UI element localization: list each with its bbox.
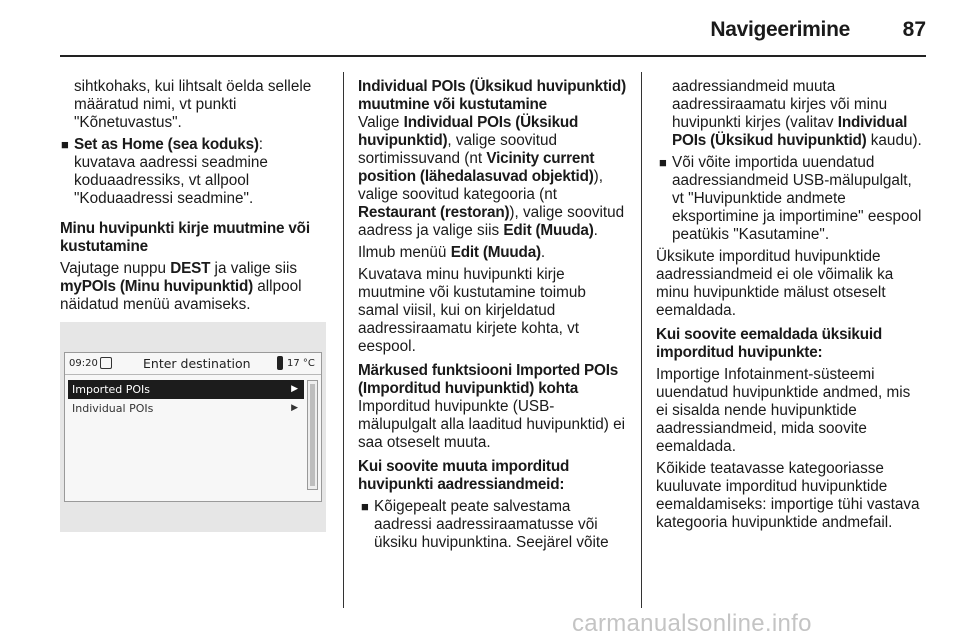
text-run: Vajutage nuppu bbox=[60, 260, 171, 277]
menu-item-label: Imported POIs bbox=[72, 383, 151, 396]
text-run: kaudu). bbox=[866, 132, 922, 149]
bullet-text: kuvatava aadressi seadmine koduaadressiks, vt allpool "Koduaadressi seadmine". bbox=[74, 154, 268, 207]
paragraph: Kõikide teatavasse kategooriasse kuuluvate imporditud huvipunktide eemaldamiseks: importige tühi vastava kategooria huvipunktide andmefail. bbox=[656, 460, 920, 531]
screen-photo bbox=[60, 322, 326, 532]
text-run: . bbox=[593, 222, 598, 239]
back-icon[interactable] bbox=[100, 357, 112, 369]
option-label: Vicinity current position (lähedalasuvad objektid) bbox=[358, 150, 595, 185]
paragraph: Imporditud huvipunkte (USB-mälupulgalt alla laaditud huvipunktid) ei saa otseselt muuta. bbox=[358, 398, 626, 451]
bullet-text: Või võite importida uuendatud aadressiandmeid USB-mälupulgalt, vt "Huvipunktide andmete eksportimine ja importimine" eespool peatükis "Kasutamine". bbox=[672, 154, 922, 243]
column-2 bbox=[358, 78, 630, 552]
bullet-item bbox=[656, 154, 926, 244]
text-run: allpool näidatud menüü avamiseks. bbox=[60, 278, 302, 313]
watermark: carmanualsonline.info bbox=[572, 610, 812, 637]
dest-key-label: DEST bbox=[170, 260, 211, 277]
column-divider-1 bbox=[343, 72, 344, 608]
paragraph bbox=[60, 260, 332, 314]
scrollbar-thumb[interactable] bbox=[310, 384, 315, 486]
status-bar bbox=[65, 353, 321, 375]
arrow-right-icon: ▶ bbox=[291, 403, 298, 413]
bullet-square-icon: ■ bbox=[659, 155, 667, 170]
bullet-text: Kõigepealt peate salvestama aadressi aadressiraamatusse või üksiku huvipunktina. Seejärel võite bbox=[374, 498, 609, 551]
text-run: , valige soovitud sortimissuvand (nt bbox=[358, 132, 558, 167]
text-run: Valige bbox=[358, 114, 404, 131]
paragraph bbox=[358, 114, 630, 240]
text-run: . bbox=[540, 244, 546, 261]
text-run: ja valige siis bbox=[210, 260, 298, 277]
clock: 09:20 bbox=[69, 358, 98, 369]
header-divider bbox=[60, 55, 926, 57]
temperature: 17 °C bbox=[287, 358, 315, 369]
option-label: Edit (Muuda) bbox=[503, 222, 594, 239]
column-1 bbox=[60, 78, 332, 314]
text-run: Ilmub menüü bbox=[358, 244, 451, 261]
page-number: 87 bbox=[902, 18, 926, 41]
scrollbar[interactable] bbox=[307, 380, 318, 490]
option-label: Individual POIs (Üksikud huvipunktid) bbox=[358, 114, 579, 149]
section-heading: Märkused funktsiooni Imported POIs (Imporditud huvipunktid) kohta bbox=[358, 362, 619, 397]
arrow-right-icon: ▶ bbox=[291, 384, 298, 394]
text-run: aadressiandmeid muuta aadressiraamatu kirjes või minu huvipunkti kirjes (valitav bbox=[672, 78, 888, 131]
display-screen bbox=[64, 352, 322, 502]
menu-item-label: Individual POIs bbox=[72, 402, 154, 415]
bullet-square-icon: ■ bbox=[361, 499, 369, 514]
option-label: Individual POIs (Üksikud huvipunktid) bbox=[672, 114, 908, 149]
option-label: Set as Home (sea koduks) bbox=[74, 136, 259, 153]
menu-item-individual-pois[interactable] bbox=[68, 399, 304, 418]
paragraph bbox=[358, 244, 630, 262]
screen-title: Enter destination bbox=[143, 356, 251, 371]
option-label: Edit (Muuda) bbox=[450, 244, 541, 261]
menu-list bbox=[68, 380, 304, 490]
section-heading: Kui soovite muuta imporditud huvipunkti aadressiandmeid: bbox=[358, 458, 570, 493]
continuation-text: sihtkohaks, kui lihtsalt öelda sellele määratud nimi, vt punkti "Kõnetuvastus". bbox=[74, 78, 312, 131]
text-run: ), valige soovitud aadress ja valige siis bbox=[358, 204, 625, 239]
menu-item-imported-pois[interactable] bbox=[68, 380, 304, 399]
section-heading: Individual POIs (Üksikud huvipunktid) muutmine või kustutamine bbox=[358, 78, 626, 113]
thermometer-icon bbox=[277, 356, 283, 370]
column-divider-2 bbox=[641, 72, 642, 608]
bullet-set-as-home bbox=[60, 136, 332, 208]
paragraph: Kuvatava minu huvipunkti kirje muutmine või kustutamine toimub samal viisil, kui on kirjeldatud aadressiraamatu kirjete kohta, vt eespool. bbox=[358, 266, 586, 355]
bullet-item bbox=[358, 498, 630, 552]
column-3 bbox=[656, 78, 926, 532]
paragraph: Üksikute imporditud huvipunktide aadressiandmeid ei ole võimalik ka minu huvipunktide mälust otseselt eemaldada. bbox=[656, 248, 894, 319]
continuation-text bbox=[656, 78, 926, 150]
page-title: Navigeerimine bbox=[710, 18, 850, 41]
punctuation: : bbox=[258, 136, 264, 153]
section-heading: Minu huvipunkti kirje muutmine või kustutamine bbox=[60, 220, 310, 255]
section-heading: Kui soovite eemaldada üksikuid imporditud huvipunkte: bbox=[656, 326, 883, 361]
mypois-label: myPOIs (Minu huvipunktid) bbox=[60, 278, 254, 295]
text-run: ), valige soovitud kategooria (nt bbox=[358, 168, 603, 203]
paragraph: Importige Infotainment-süsteemi uuendatud huvipunktide andmed, mis ei sisalda nende huvipunktide aadressiandmeid, mida soovite eemaldada. bbox=[656, 366, 911, 455]
option-label: Restaurant (restoran) bbox=[358, 204, 510, 221]
bullet-square-icon: ■ bbox=[61, 137, 69, 152]
